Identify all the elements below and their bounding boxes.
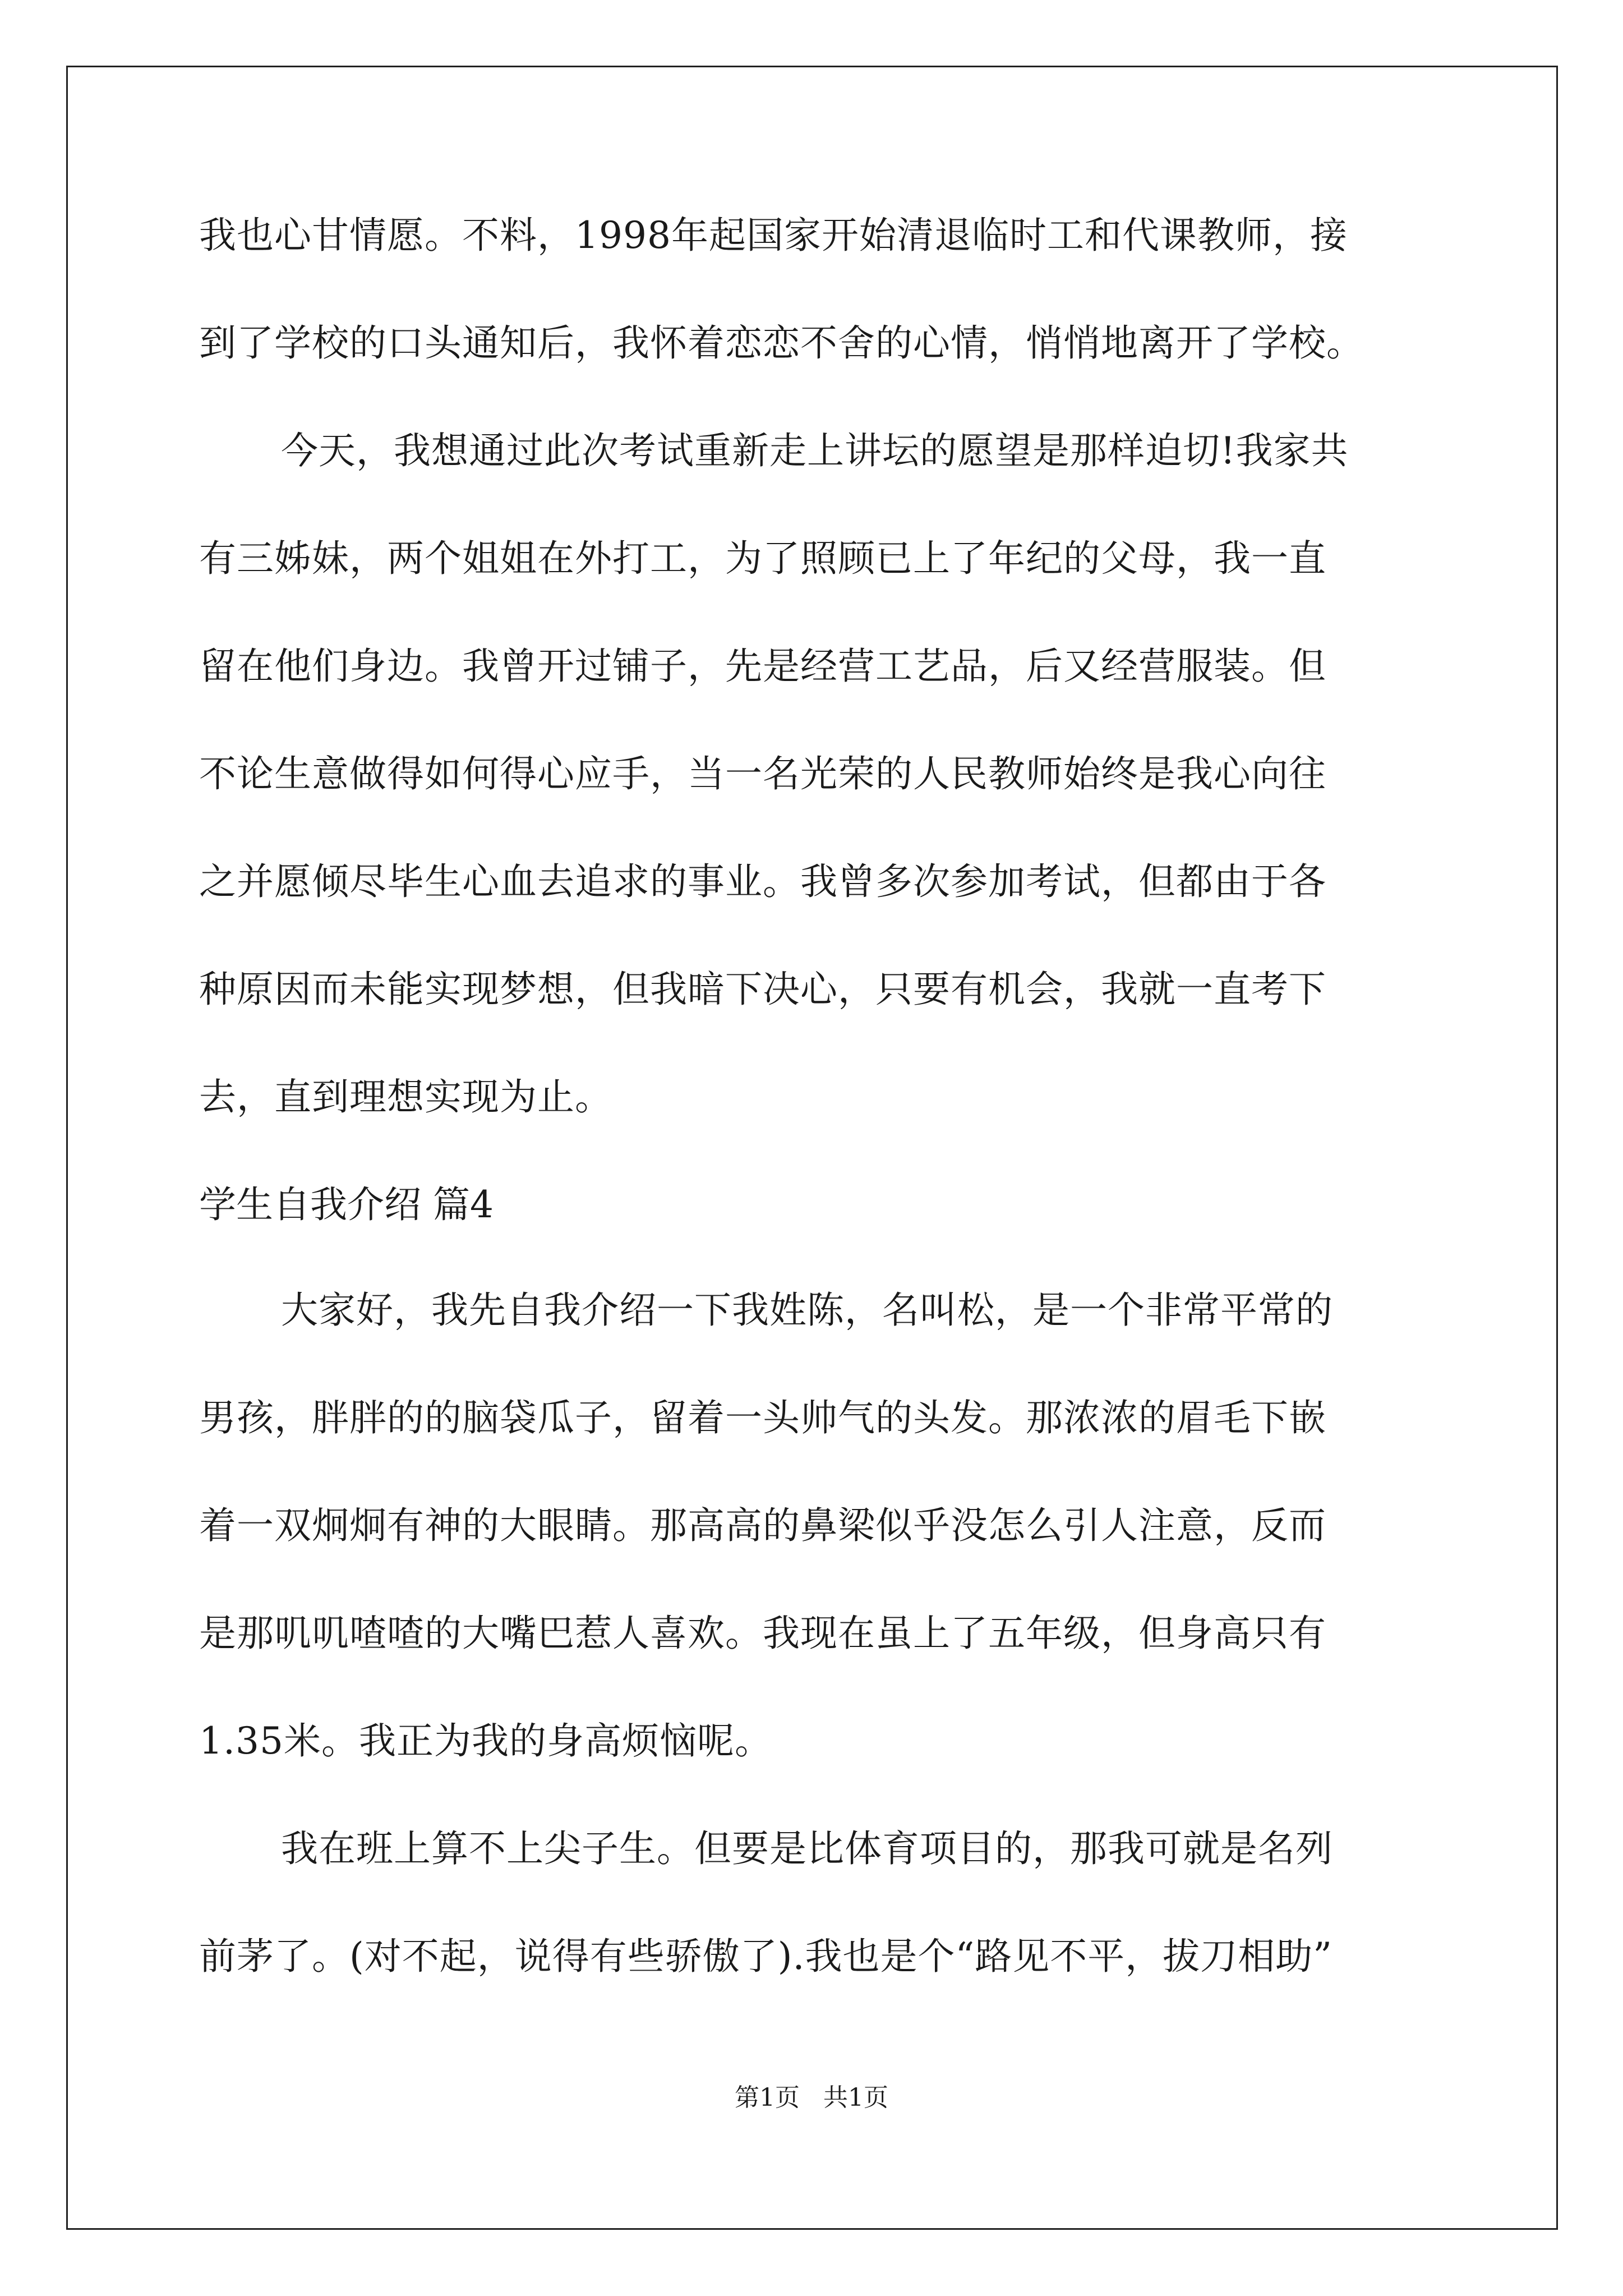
paragraph-start-line: 大家好，我先自我介绍一下我姓陈，名叫松，是一个非常平常的 — [281, 1289, 1333, 1332]
text-line: 之并愿倾尽毕生心血去追求的事业。我曾多次参加考试，但都由于各 — [199, 860, 1326, 903]
text-line: 不论生意做得如何得心应手，当一名光荣的人民教师始终是我心向往 — [199, 752, 1326, 795]
text-line: 种原因而未能实现梦想，但我暗下决心，只要有机会，我就一直考下 — [199, 968, 1326, 1011]
text-line: 有三姊妹，两个姐姐在外打工，为了照顾已上了年纪的父母，我一直 — [199, 537, 1326, 580]
page-footer: 第1页 共1页 — [735, 2083, 888, 2112]
text-line: 1.35米。我正为我的身高烦恼呢。 — [199, 1719, 772, 1763]
text-line: 留在他们身边。我曾开过铺子，先是经营工艺品，后又经营服装。但 — [199, 645, 1326, 688]
paragraph-start-line: 我在班上算不上尖子生。但要是比体育项目的，那我可就是名列 — [281, 1827, 1333, 1870]
text-line: 到了学校的口头通知后，我怀着恋恋不舍的心情，悄悄地离开了学校。 — [199, 321, 1364, 365]
text-line: 是那叽叽喳喳的大嘴巴惹人喜欢。我现在虽上了五年级，但身高只有 — [199, 1612, 1326, 1655]
text-line: 去，直到理想实现为止。 — [199, 1075, 612, 1119]
text-line: 前茅了。(对不起，说得有些骄傲了).我也是个“路见不平，拔刀相助” — [199, 1935, 1332, 1978]
text-line: 我也心甘情愿。不料，1998年起国家开始清退临时工和代课教师，接 — [199, 214, 1348, 257]
paragraph-start-line: 今天，我想通过此次考试重新走上讲坛的愿望是那样迫切!我家共 — [281, 429, 1349, 472]
document-body — [199, 213, 1433, 2042]
section-heading: 学生自我介绍 篇4 — [199, 1183, 494, 1226]
text-line: 着一双炯炯有神的大眼睛。那高高的鼻梁似乎没怎么引人注意，反而 — [199, 1504, 1326, 1547]
text-line: 男孩，胖胖的的脑袋瓜子，留着一头帅气的头发。那浓浓的眉毛下嵌 — [199, 1396, 1326, 1439]
